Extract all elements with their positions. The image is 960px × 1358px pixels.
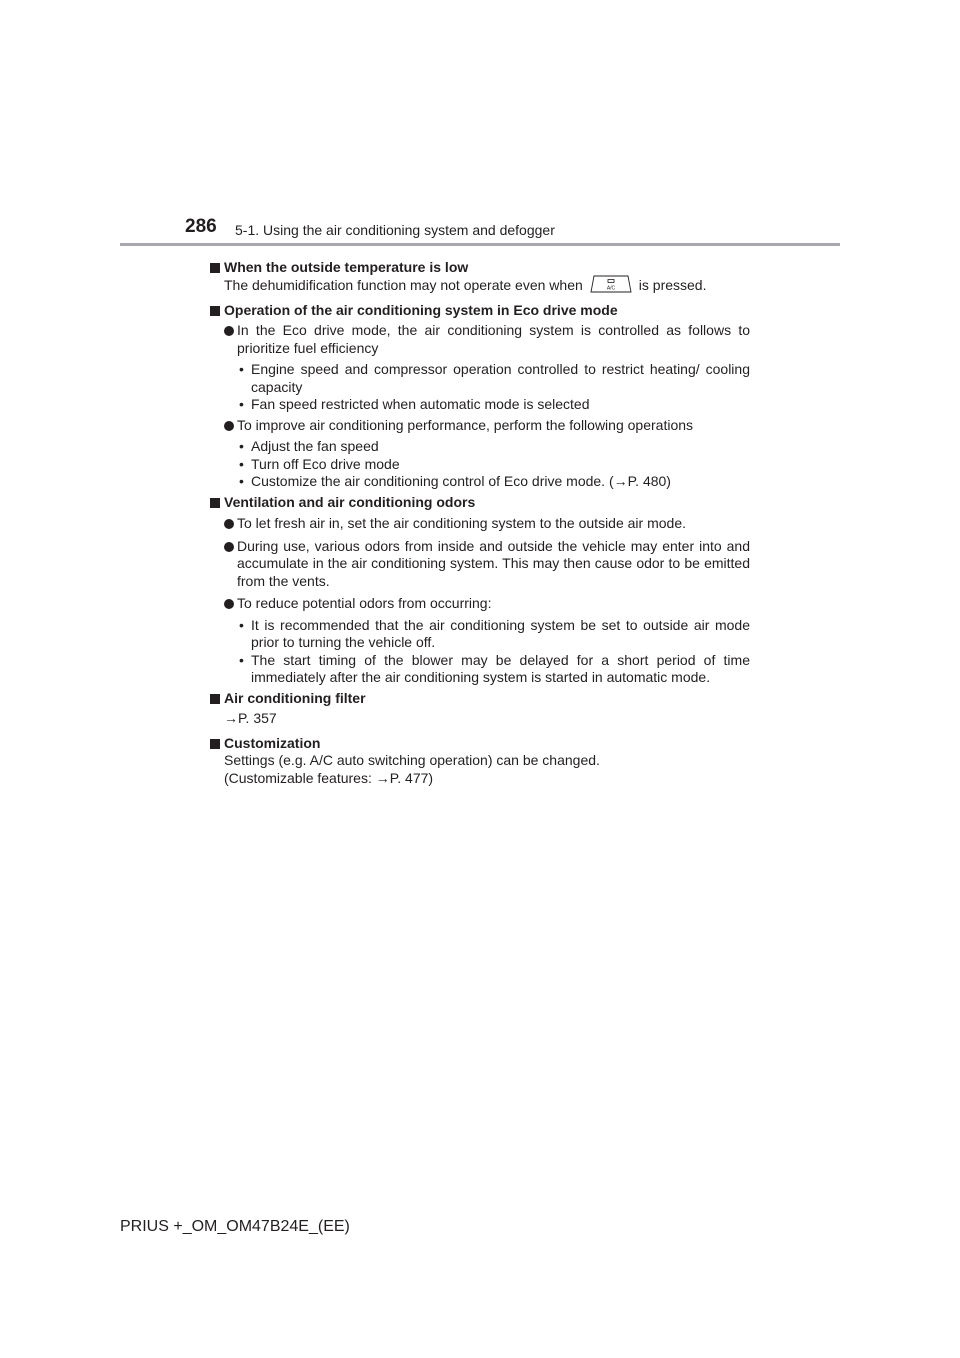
heading-eco-drive-mode: Operation of the air conditioning system in Eco drive mode [210, 302, 750, 320]
black-circle-icon [224, 421, 234, 431]
black-square-icon [210, 306, 220, 316]
sub-list-item: • Engine speed and compressor operation controlled to restrict heating/ cooling capacity [239, 361, 750, 395]
right-arrow-icon: → [375, 769, 390, 786]
black-circle-icon [224, 519, 234, 529]
sub-list-item: • The start timing of the blower may be delayed for a short period of time immediately after the air conditioning system is started in automatic mode. [239, 651, 750, 686]
black-square-icon [210, 263, 220, 273]
list-item: To improve air conditioning performance, perform the following operations [210, 417, 750, 435]
sub-list-item: • It is recommended that the air conditioning system be set to outside air mode prior to turning the vehicle off. [239, 616, 750, 651]
page-header [0, 0, 960, 260]
page-number: 286 [185, 216, 217, 237]
document-code: PRIUS +_OM_OM47B24E_(EE) [120, 1218, 350, 1235]
right-arrow-icon: → [224, 710, 238, 727]
black-circle-icon [224, 542, 234, 552]
black-circle-icon [224, 326, 234, 336]
heading-customization: Customization [210, 735, 750, 753]
sub-list-item: • Fan speed restricted when automatic mode is selected [239, 396, 590, 413]
page-reference-link[interactable]: P. 357 [238, 710, 277, 727]
paragraph-dehumidification: The dehumidification function may not operate even when A/C is pressed. [210, 277, 750, 295]
right-arrow-icon: → [613, 473, 628, 490]
list-item: In the Eco drive mode, the air conditioning system is controlled as follows to prioritize fuel efficiency [210, 322, 750, 357]
ac-button-icon [589, 273, 633, 295]
paragraph-filter-reference [210, 710, 750, 728]
sub-list-item: • Customize the air conditioning control of Eco drive mode. (→P. 480) [239, 473, 671, 490]
sub-list-item: • Adjust the fan speed [239, 438, 379, 455]
paragraph-customization: Settings (e.g. A/C auto switching operation) can be changed. (Customizable features: →P. 477) [224, 752, 600, 786]
heading-air-conditioning-filter: Air conditioning filter [210, 690, 750, 708]
black-circle-icon [224, 599, 234, 609]
page-content [210, 256, 750, 787]
list-item: During use, various odors from inside and outside the vehicle may enter into and accumulate in the air conditioning system. This may then cause odor to be emitted from the vents. [210, 538, 750, 591]
black-square-icon [210, 694, 220, 704]
list-item: To reduce potential odors from occurring: [210, 595, 750, 613]
black-square-icon [210, 498, 220, 508]
heading-ventilation-odors: Ventilation and air conditioning odors [210, 494, 750, 512]
section-title: 5-1. Using the air conditioning system and defogger [235, 222, 555, 238]
sub-list-item: • Turn off Eco drive mode [239, 455, 400, 472]
header-divider [120, 243, 840, 246]
heading-outside-temperature: When the outside temperature is low [210, 259, 750, 277]
black-square-icon [210, 739, 220, 749]
page-reference-link[interactable]: P. 477) [389, 769, 434, 786]
svg-text:A/C: A/C [606, 285, 615, 292]
list-item: To let fresh air in, set the air conditioning system to the outside air mode. [210, 515, 750, 533]
page-reference-link[interactable]: P. 480) [627, 473, 671, 490]
